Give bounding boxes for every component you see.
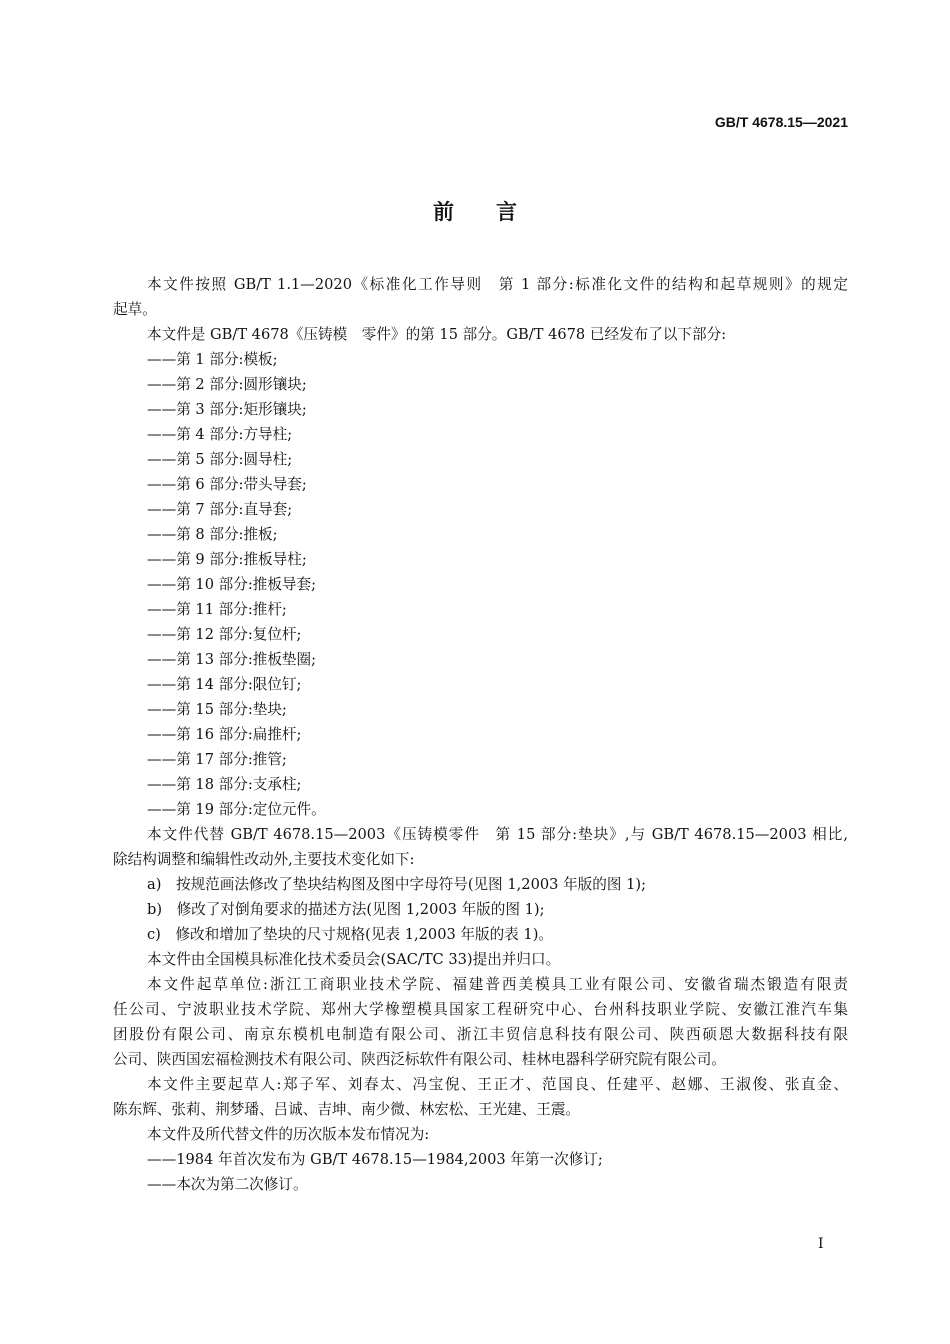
standard-number: GB/T 4678.15—2021 — [714, 114, 848, 130]
list-item: ——第 10 部分:推板导套; — [147, 576, 317, 593]
paragraph-line: 起草。 — [113, 301, 157, 318]
list-item: ——第 14 部分:限位钉; — [147, 676, 302, 693]
changes-list — [113, 872, 848, 947]
list-item: ——第 13 部分:推板垫圈; — [147, 651, 317, 668]
list-item: ——第 5 部分:圆导柱; — [147, 451, 293, 468]
list-item: ——第 6 部分:带头导套; — [147, 476, 307, 493]
list-item: ——第 7 部分:直导套; — [147, 501, 293, 518]
list-item: ——第 19 部分:定位元件。 — [147, 801, 326, 818]
paragraph-line: 本文件按照 GB/T 1.1—2020《标准化工作导则 第 1 部分:标准化文件的结构和起草规则》的规定 — [147, 276, 848, 293]
paragraph: 本文件由全国模具标准化技术委员会(SAC/TC 33)提出并归口。 — [147, 951, 561, 968]
paragraph: 本文件是 GB/T 4678《压铸模 零件》的第 15 部分。GB/T 4678 已经发布了以下部分: — [147, 326, 727, 343]
list-item: ——第 8 部分:推板; — [147, 526, 278, 543]
paragraph-line: 本文件代替 GB/T 4678.15—2003《压铸模零件 第 15 部分:垫块》,与 GB/T 4678.15—2003 相比, — [147, 826, 848, 843]
paragraph-line: 本文件起草单位:浙江工商职业技术学院、福建普西美模具工业有限公司、安徽省瑞杰锻造有限责 — [147, 976, 848, 993]
list-item: ——第 9 部分:推板导柱; — [147, 551, 307, 568]
document-body — [113, 272, 848, 1197]
paragraph-line: 团股份有限公司、南京东模机电制造有限公司、浙江丰贸信息科技有限公司、陕西硕恩大数据科技有限 — [113, 1026, 848, 1043]
paragraph-line: 任公司、宁波职业技术学院、郑州大学橡塑模具国家工程研究中心、台州科技职业学院、安徽江淮汽车集 — [113, 1001, 848, 1018]
paragraph-line: 除结构调整和编辑性改动外,主要技术变化如下: — [113, 851, 415, 868]
list-item: ——第 18 部分:支承柱; — [147, 776, 302, 793]
list-item: ——第 1 部分:模板; — [147, 351, 278, 368]
change-item: b) 修改了对倒角要求的描述方法(见图 1,2003 年版的图 1); — [147, 901, 545, 918]
paragraph-line: 公司、陕西国宏福检测技术有限公司、陕西泛标软件有限公司、桂林电器科学研究院有限公司。 — [113, 1051, 726, 1068]
paragraph-line: 陈东辉、张莉、荆梦璠、吕诚、吉坤、南少微、林宏松、王光建、王震。 — [113, 1101, 581, 1118]
parts-list — [113, 347, 848, 822]
title-char: 前 — [433, 200, 454, 224]
page-number: I — [818, 1236, 824, 1252]
change-item: c) 修改和增加了垫块的尺寸规格(见表 1,2003 年版的表 1)。 — [147, 926, 553, 943]
list-item: ——第 17 部分:推管; — [147, 751, 287, 768]
title-char: 言 — [496, 200, 517, 224]
list-item: ——第 12 部分:复位杆; — [147, 626, 302, 643]
list-item: ——第 3 部分:矩形镶块; — [147, 401, 307, 418]
list-item: ——第 4 部分:方导柱; — [147, 426, 293, 443]
list-item: ——第 16 部分:扁推杆; — [147, 726, 302, 743]
paragraph: 本文件及所代替文件的历次版本发布情况为: — [147, 1126, 430, 1143]
list-item: ——第 15 部分:垫块; — [147, 701, 287, 718]
history-item: ——1984 年首次发布为 GB/T 4678.15—1984,2003 年第一次修订; — [147, 1151, 603, 1168]
list-item: ——第 11 部分:推杆; — [147, 601, 287, 618]
list-item: ——第 2 部分:圆形镶块; — [147, 376, 307, 393]
change-item: a) 按规范画法修改了垫块结构图及图中字母符号(见图 1,2003 年版的图 1); — [147, 876, 646, 893]
paragraph-line: 本文件主要起草人:郑子军、刘春太、冯宝倪、王正才、范国良、任建平、赵娜、王淑俊、张直金、 — [147, 1076, 848, 1093]
history-item: ——本次为第二次修订。 — [147, 1176, 308, 1193]
page-title — [0, 196, 950, 226]
